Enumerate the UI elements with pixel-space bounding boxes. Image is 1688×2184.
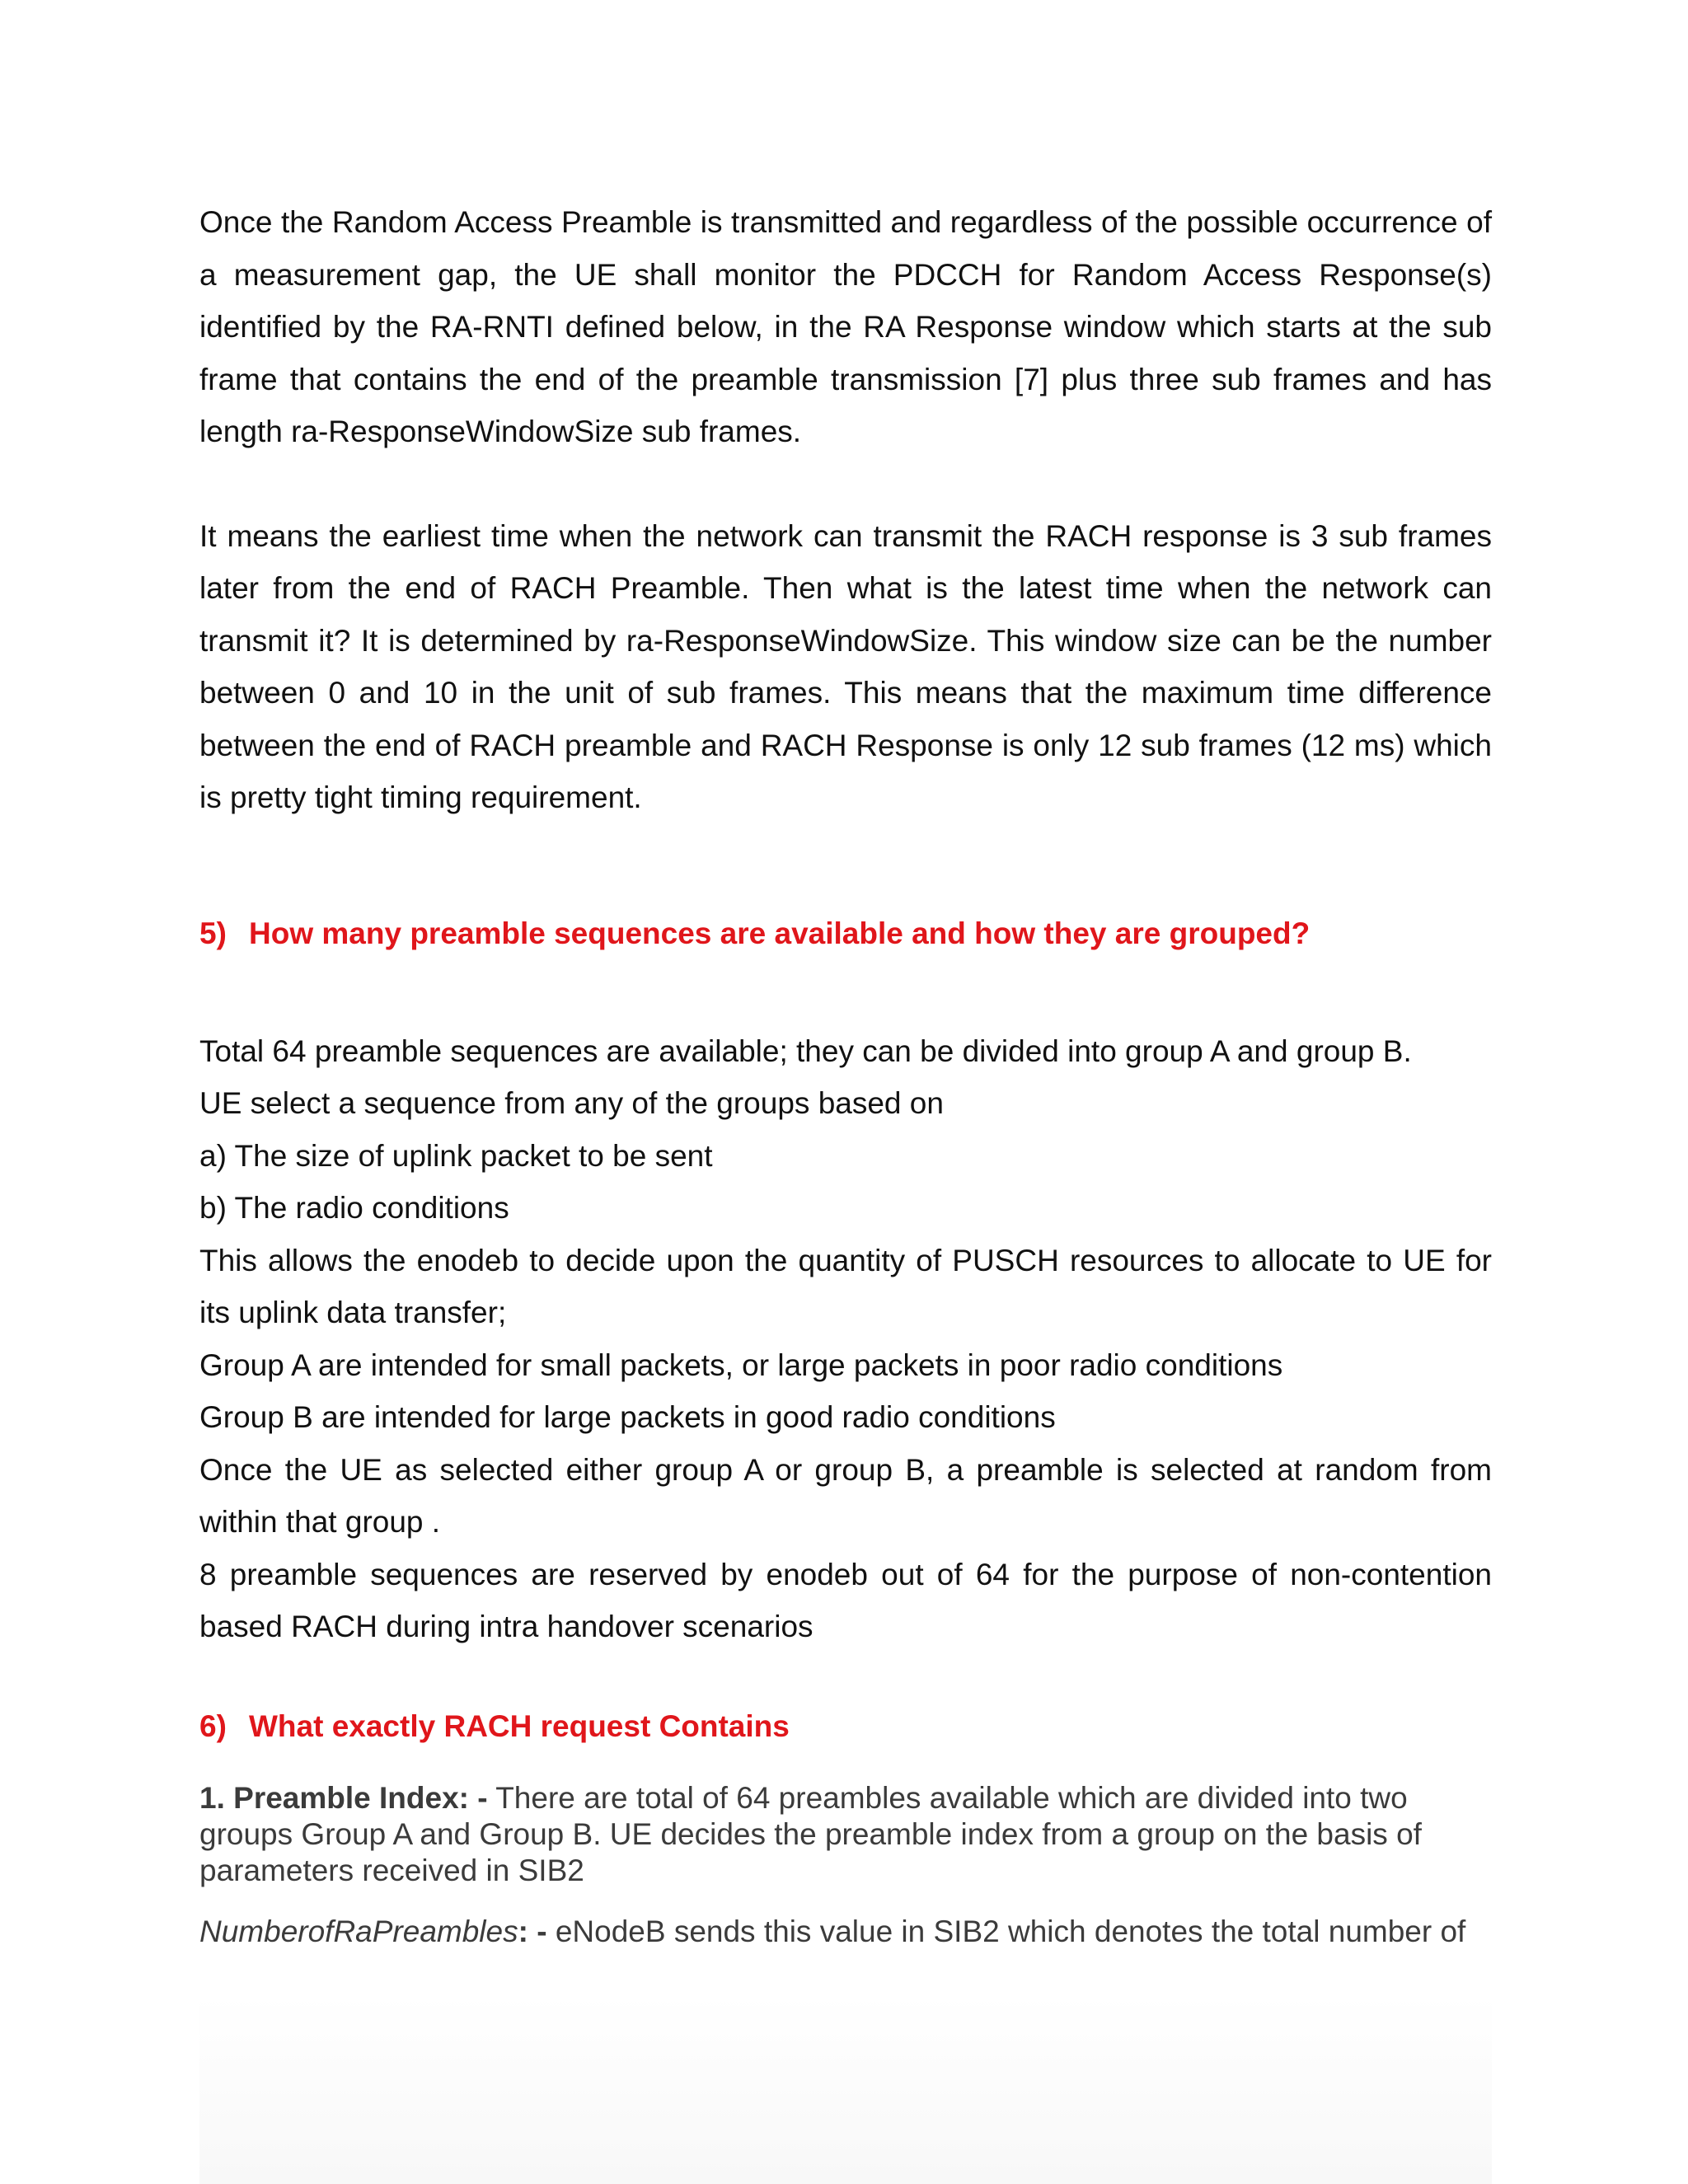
section-5-number: 5) [199, 916, 227, 950]
preamble-index-label: 1. Preamble Index: - [199, 1780, 488, 1815]
section-5-body [199, 1025, 1492, 1653]
section-5-line: Group B are intended for large packets in good radio conditions [199, 1400, 1056, 1434]
number-of-ra-preambles-label: NumberofRaPreambles [199, 1914, 518, 1948]
section-5-line: Once the UE as selected either group A or group B, a preamble is selected at random from within that group . [199, 1452, 1492, 1539]
section-5-line: 8 preamble sequences are reserved by enodeb out of 64 for the purpose of non-contention based RACH during intra handover scenarios [199, 1557, 1492, 1643]
preamble-index-paragraph [199, 1780, 1492, 1889]
number-of-ra-preambles-separator: : - [518, 1914, 547, 1948]
document-page [199, 196, 1492, 1950]
section-5-line: UE select a sequence from any of the groups based on [199, 1086, 944, 1120]
section-5-list-item-b: b) The radio conditions [199, 1191, 509, 1225]
paragraph-response-timing: It means the earliest time when the network can transmit the RACH response is 3 sub frames later from the end of RACH Preamble. Then what is the latest time when the network can transmit it? It is determined by ra-ResponseWindowSize. This window size can be the number between 0 and 10 in the unit of sub frames. This means that the maximum time difference between the end of RACH preamble and RACH Response is only 12 sub frames (12 ms) which is pretty tight timing requirement. [199, 518, 1492, 814]
paragraph-ra-response-window: Once the Random Access Preamble is transmitted and regardless of the possible occurrence of a measurement gap, the UE shall monitor the PDCCH for Random Access Response(s) identified by the RA-RNTI defined below, in the RA Response window which starts at the sub frame that contains the end of the preamble transmission [7] plus three sub frames and has length ra-ResponseWindowSize sub frames. [199, 205, 1492, 448]
section-5-line: Total 64 preamble sequences are available; they can be divided into group A and group B. [199, 1033, 1412, 1068]
preamble-index-text: There are total of 64 preambles available which are divided into two groups Group A and Group B. UE decides the preamble index from a group on the basis of parameters received in SIB2 [199, 1780, 1422, 1887]
page-bottom-shade [199, 1994, 1492, 2184]
section-5-line: This allows the enodeb to decide upon the quantity of PUSCH resources to allocate to UE for its uplink data transfer; [199, 1243, 1492, 1329]
section-5-title: How many preamble sequences are available and how they are grouped? [249, 916, 1311, 950]
section-6-title: What exactly RACH request Contains [249, 1708, 790, 1743]
section-6-heading [199, 1706, 1492, 1747]
section-5-line: Group A are intended for small packets, or large packets in poor radio conditions [199, 1347, 1283, 1382]
number-of-ra-preambles-paragraph [199, 1914, 1492, 1950]
section-5-heading [199, 913, 1492, 954]
number-of-ra-preambles-text: eNodeB sends this value in SIB2 which denotes the total number of [555, 1914, 1466, 1948]
section-6-number: 6) [199, 1708, 227, 1743]
section-5-list-item-a: a) The size of uplink packet to be sent [199, 1138, 713, 1173]
